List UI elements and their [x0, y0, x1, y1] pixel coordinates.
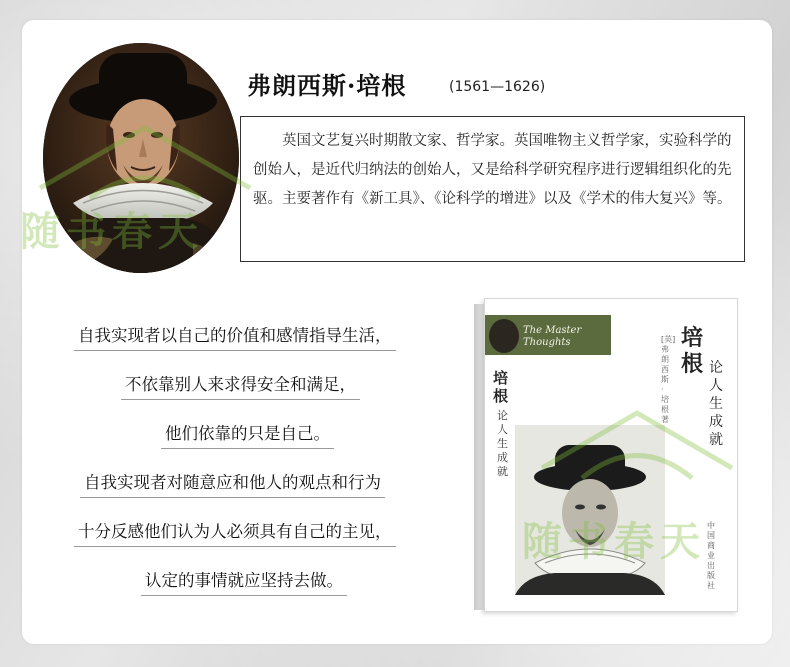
book-title-main: 培根	[681, 325, 704, 377]
book-spine-sub: 论人生成就	[497, 409, 508, 478]
bio-text: 英国文艺复兴时期散文家、哲学家。英国唯物主义哲学家，实验科学的创始人，是近代归纳法的创始人，又是给科学研究程序进行逻辑组织化的先驱。主要著作有《新工具》、《论科学的增进》以及《学术的伟大复兴》等。	[253, 133, 732, 207]
quote-line-5: 十分反感他们认为人必须具有自己的主见，	[74, 518, 396, 547]
watermark-text-left: 随书春天	[20, 209, 204, 255]
watermark-text-right: 随书春天	[522, 519, 706, 565]
quote-line-2: 不依靠别人来求得安全和满足，	[121, 371, 360, 400]
quote-line-6: 认定的事情就应坚持去做。	[141, 567, 347, 596]
person-name: 弗朗西斯·培根	[247, 71, 407, 100]
bio-box	[240, 116, 745, 262]
book-author: [英] 弗朗西斯·培根 著	[661, 335, 676, 424]
quote-line-4: 自我实现者对随意应和他人的观点和行为	[80, 469, 385, 498]
series-portrait-icon	[489, 319, 519, 353]
book-publisher: 中国商业出版社	[707, 521, 715, 590]
book-cover	[484, 298, 738, 612]
series-label: The Master Thoughts	[523, 325, 582, 348]
cover-engraving	[515, 425, 665, 595]
quote-line-3: 他们依靠的只是自己。	[161, 420, 334, 449]
book-title-sub: 论人生成就	[709, 360, 723, 448]
book-spine-title: 培根	[493, 369, 509, 405]
life-dates: (1561—1626)	[449, 79, 546, 95]
quote-line-1: 自我实现者以自己的价值和感情指导生活，	[74, 322, 396, 351]
portrait-illustration	[43, 43, 239, 273]
bacon-portrait	[43, 43, 239, 273]
